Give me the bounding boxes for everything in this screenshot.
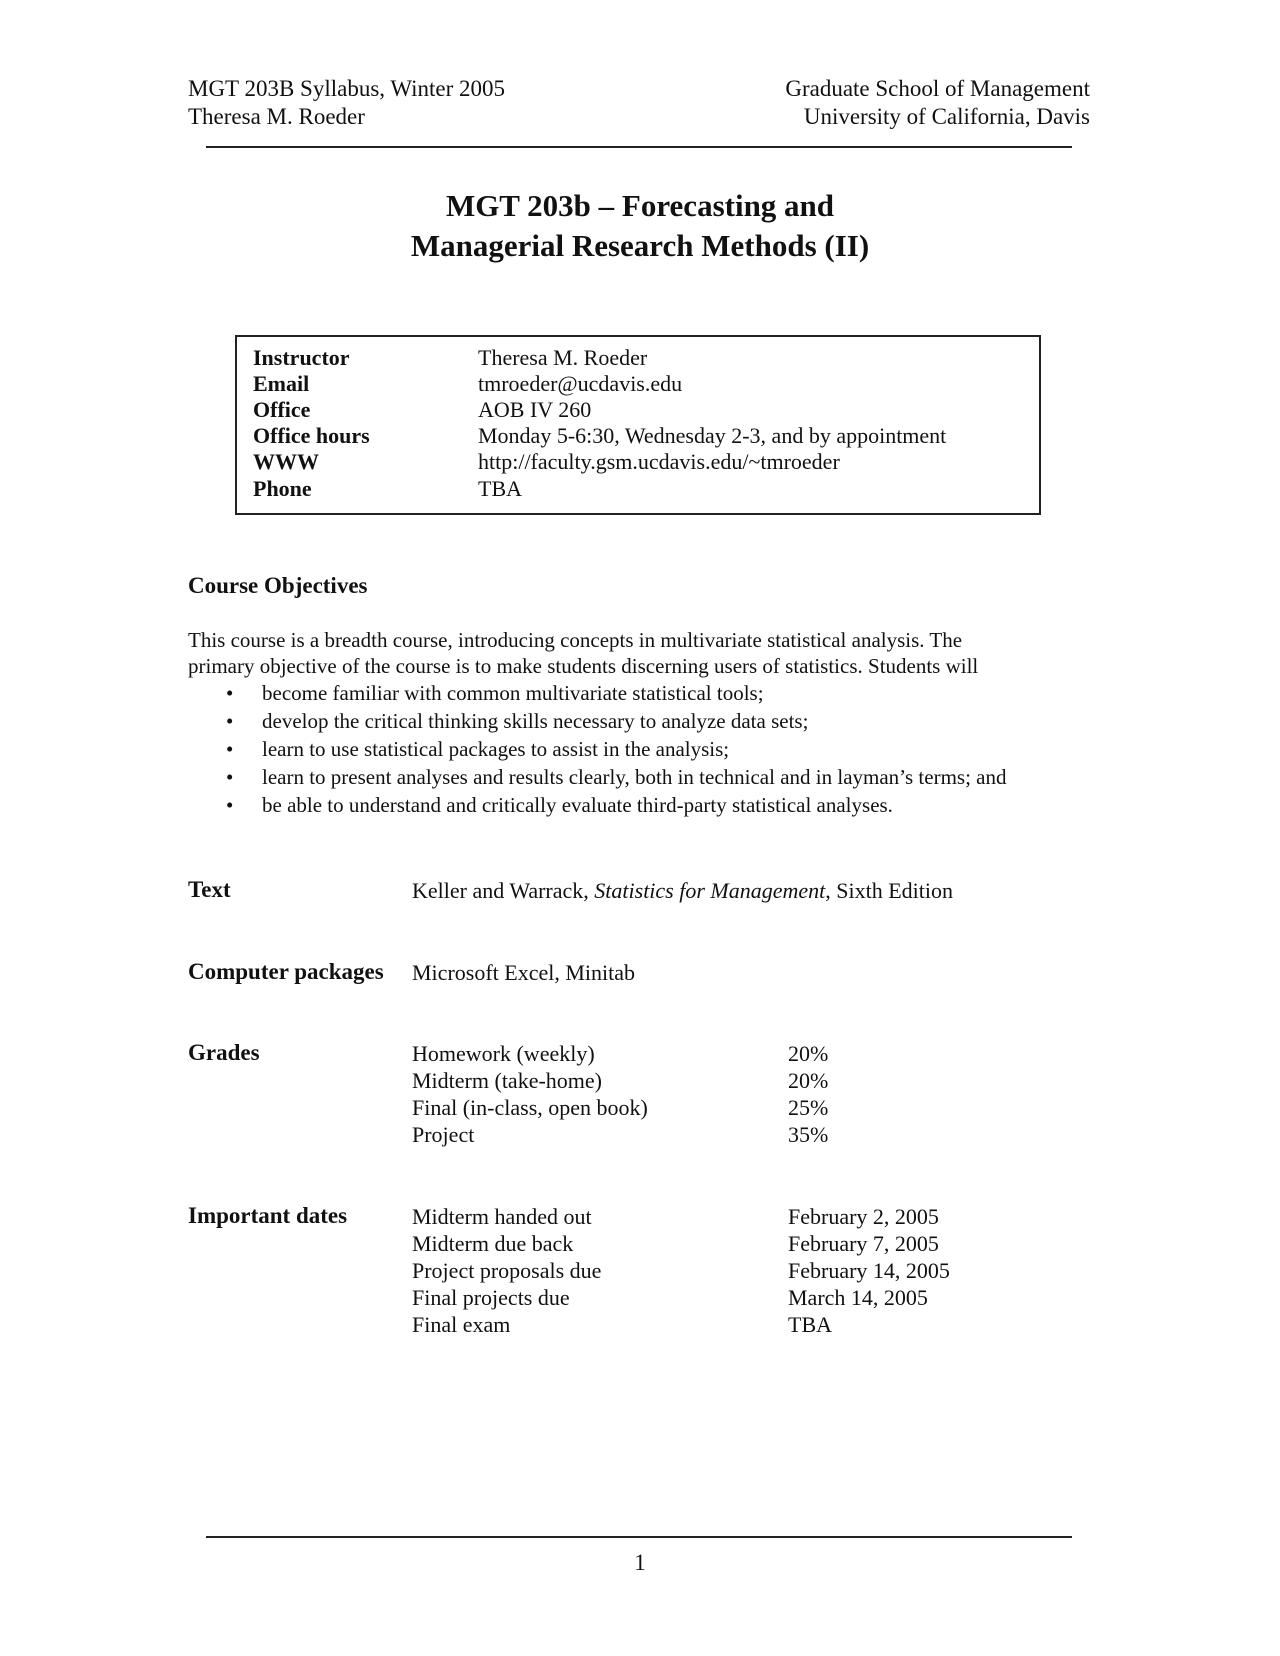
date-item: Midterm handed out (412, 1204, 592, 1229)
computer-packages-value: Microsoft Excel, Minitab (412, 960, 636, 985)
info-label: WWW (253, 449, 319, 474)
date-item: Final exam (412, 1312, 511, 1337)
website-link[interactable]: http://faculty.gsm.ucdavis.edu/~tmroeder (478, 449, 840, 474)
objectives-paragraph-line-1: This course is a breadth course, introducing concepts in multivariate statistical analysis. The (188, 628, 963, 652)
header-instructor: Theresa M. Roeder (188, 104, 365, 129)
header-school: Graduate School of Management (785, 76, 1090, 101)
bullet-marker: • (226, 681, 234, 705)
grade-item: Homework (weekly) (412, 1041, 595, 1066)
grade-item: Project (412, 1122, 475, 1147)
info-label: Office hours (253, 423, 370, 448)
grade-percent: 35% (788, 1122, 829, 1147)
date-value: February 14, 2005 (788, 1258, 950, 1283)
page-number: 1 (634, 1550, 646, 1575)
instructor-info-box (235, 335, 1041, 515)
email-link[interactable]: tmroeder@ucdavis.edu (478, 371, 683, 396)
info-value: TBA (478, 476, 522, 501)
header-course: MGT 203B Syllabus, Winter 2005 (188, 76, 506, 101)
syllabus-page: MGT 203B Syllabus, Winter 2005 Theresa M. Roeder Graduate School of Management University of California, Davis MGT 203b – Forecasting and Managerial Research Methods (II) Instructor Theresa M. Roeder Email tmroeder@ucdavis.edu Office AOB IV 260 Office hours Monday 5-6:30, Wednesday 2-3, and by appointment WWW http://faculty.gsm.ucdavis.edu/~tmroeder Phone TBA Course Objectives This course is a breadth course, introducing concepts in multivariate statistical analysis. The primary objective of the course is to make students discerning users of statistics. Students will • become familiar with common multivariate statistical tools; • develop the critical thinking skills necessary to analyze data sets; • learn to use statistical packages to assist in the analysis; • learn to present analyses and results clearly, both in technical and in layman’s terms; and • be able to understand and critically evaluate third-party statistical analyses. Text Keller and Warrack, Statistics for Management, Sixth Edition Computer packages Microsoft Excel, Minitab Grades Homework (weekly) 20% Midterm (take-home) 20% Final (in-class, open book) 25% Project 35% Important dates Midterm handed out February 2, 2005 Midterm due back February 7, 2005 Project proposals due February 14, 2005 Final projects due March 14, 2005 Final exam TBA 1 (0, 0, 1280, 1656)
info-label: Phone (253, 476, 312, 501)
objectives-heading: Course Objectives (188, 573, 368, 598)
grade-percent: 25% (788, 1095, 829, 1120)
grades-label: Grades (188, 1040, 260, 1065)
textbook: Keller and Warrack, Statistics for Management, Sixth Edition (412, 878, 954, 903)
grade-item: Midterm (take-home) (412, 1068, 602, 1093)
date-item: Project proposals due (412, 1258, 602, 1283)
info-label: Instructor (253, 345, 350, 370)
bullet-marker: • (226, 709, 234, 733)
grade-item: Final (in-class, open book) (412, 1095, 648, 1120)
info-value: Theresa M. Roeder (478, 345, 648, 370)
date-item: Midterm due back (412, 1231, 574, 1256)
title-line-1: MGT 203b – Forecasting and (445, 188, 835, 223)
bullet-marker: • (226, 793, 234, 817)
objectives-paragraph-line-2: primary objective of the course is to make students discerning users of statistics. Students will (188, 654, 979, 678)
date-value: March 14, 2005 (788, 1285, 928, 1310)
info-label: Office (253, 397, 311, 422)
grade-percent: 20% (788, 1068, 829, 1093)
important-dates-label: Important dates (188, 1203, 348, 1228)
bullet-marker: • (226, 737, 234, 761)
header-rule (206, 146, 1072, 148)
page-title (0, 186, 1280, 266)
text-label: Text (188, 877, 231, 902)
computer-packages-label: Computer packages (188, 959, 384, 984)
grade-percent: 20% (788, 1041, 829, 1066)
info-value: Monday 5-6:30, Wednesday 2-3, and by appointment (478, 423, 947, 448)
date-value: TBA (788, 1312, 832, 1337)
date-item: Final projects due (412, 1285, 570, 1310)
info-label: Email (253, 371, 310, 396)
title-line-2: Managerial Research Methods (II) (410, 228, 870, 263)
book-title: Statistics for Management (594, 878, 826, 903)
date-value: February 7, 2005 (788, 1231, 939, 1256)
footer-rule (206, 1536, 1072, 1538)
info-value: AOB IV 260 (478, 397, 592, 422)
header-university: University of California, Davis (803, 104, 1090, 129)
date-value: February 2, 2005 (788, 1204, 939, 1229)
bullet-marker: • (226, 765, 234, 789)
